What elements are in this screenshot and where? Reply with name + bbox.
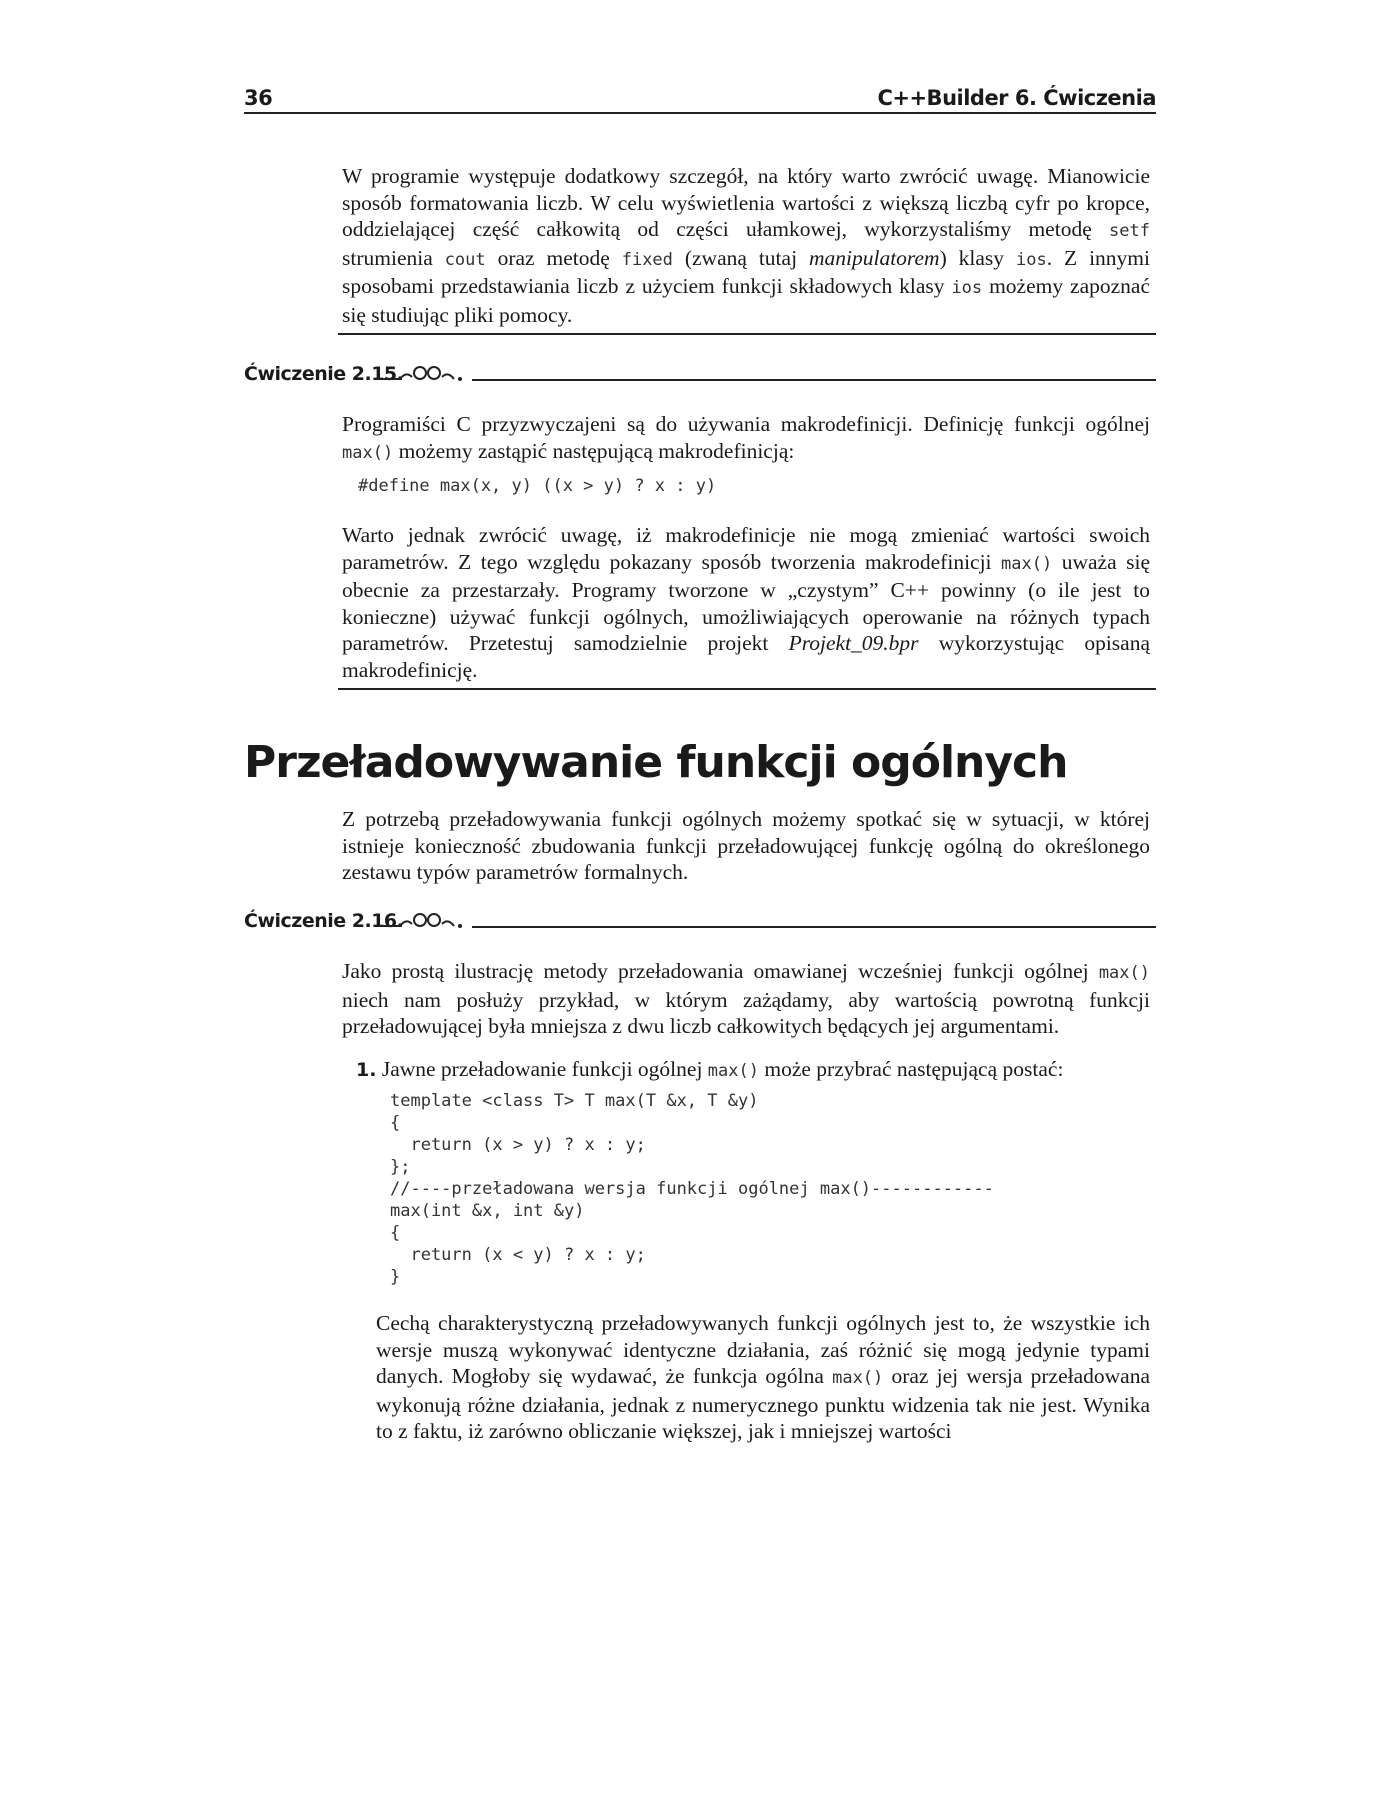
exercise-rule (472, 379, 1156, 381)
step-1: 1. Jawne przeładowanie funkcji ogólnej max() może przybrać następującą postać: (356, 1057, 1064, 1081)
exercise-label: Ćwiczenie 2.16. (244, 910, 404, 932)
code-define-macro: #define max(x, y) ((x > y) ? x : y) (358, 476, 717, 496)
inline-code-max: max() (707, 1061, 759, 1081)
exercise-end-rule (338, 688, 1156, 690)
exercise-rule (472, 926, 1156, 928)
inline-code-max: max() (1001, 553, 1053, 574)
exercise-heading-2-16 (244, 910, 1156, 936)
inline-code-setf: setf (1109, 221, 1150, 241)
inline-code-max: max() (1098, 963, 1150, 983)
inline-code-ios-2: ios (951, 278, 983, 298)
section-divider (338, 333, 1156, 335)
inline-code-max: max() (832, 1368, 884, 1388)
ornament-icon (376, 908, 472, 932)
exercise-2-16-paragraph-1: Jako prostą ilustrację metody przeładowania omawianej wcześniej funkcji ogólnej max() niech nam posłuży przykład, w którym zażądamy, aby wartością powrotną funkcji przeładowującej była mniejsza z dwu liczb całkowitych będących jej argumentami. (342, 959, 1150, 1038)
section-title: Przeładowywanie funkcji ogólnych (244, 737, 1068, 788)
inline-code-cout: cout (444, 249, 486, 270)
exercise-2-15-paragraph-1: Programiści C przyzwyczajeni są do używania makrodefinicji. Definicję funkcji ogólnej max() możemy zastąpić następującą makrodefinicją: (342, 412, 1150, 463)
code-overload-example: template <class T> T max(T &x, T &y) { return (x > y) ? x : y; }; //----przeładowana wersja funkcji ogólnej max()------------ max(int &x, int &y) { return (x < y) ? x : y; } (390, 1091, 994, 1287)
inline-code-ios: ios (1015, 249, 1047, 270)
inline-code-max: max() (342, 442, 394, 463)
exercise-heading-2-15 (244, 363, 1156, 389)
intro-paragraph: W programie występuje dodatkowy szczegół, na który warto zwrócić uwagę. Mianowicie sposób formatowania liczb. W celu wyświetlenia wartości z większą liczbą cyfr po kropce, oddzielającej część całkowitą od części ułamkowej, wykorzystaliśmy metodę setf strumienia cout oraz metodę fixed (zwaną tutaj manipulatorem) klasy ios. Z innymi sposobami przedstawiania liczb z użyciem funkcji składowych klasy ios możemy zapoznać się studiując pliki pomocy. (342, 164, 1150, 327)
term-manipulator: manipulatorem (808, 245, 940, 270)
step-number: 1. (356, 1059, 377, 1081)
exercise-label: Ćwiczenie 2.15. (244, 363, 404, 385)
project-filename: Projekt_09.bpr (788, 631, 919, 655)
section-intro-paragraph: Z potrzebą przeładowywania funkcji ogólnych możemy spotkać się w sytuacji, w której istnieje konieczność zbudowania funkcji przeładowującej funkcję ogólną do określonego zestawu typów parametrów formalnych. (342, 807, 1150, 884)
running-header (244, 86, 1156, 114)
exercise-2-15-paragraph-2: Warto jednak zwrócić uwagę, iż makrodefinicje nie mogą zmieniać wartości swoich parametrów. Z tego względu pokazany sposób tworzenia makrodefinicji max() uważa się obecnie za przestarzały. Programy tworzone w „czystym” C++ powinny (o ile jest to konieczne) używać funkcji ogólnych, umożliwiających operowanie na różnych typach parametrów. Przetestuj samodzielnie projekt Projekt_09.bpr wykorzystując opisaną makrodefinicję. (342, 523, 1150, 682)
ornament-icon (376, 361, 472, 385)
page-number: 36 (244, 86, 273, 110)
exercise-2-16-paragraph-2: Cechą charakterystyczną przeładowywanych funkcji ogólnych jest to, że wszystkie ich wersje muszą wykonywać identyczne działania, zaś różnić się mogą jedynie typami danych. Mogłoby się wydawać, że funkcja ogólna max() oraz jej wersja przeładowana wykonują różne działania, jednak z numerycznego punktu widzenia tak nie jest. Wynika to z faktu, iż zarówno obliczanie większej, jak i mniejszej wartości (376, 1311, 1150, 1443)
inline-code-fixed: fixed (621, 249, 673, 270)
book-title: C++Builder 6. Ćwiczenia (877, 86, 1156, 110)
